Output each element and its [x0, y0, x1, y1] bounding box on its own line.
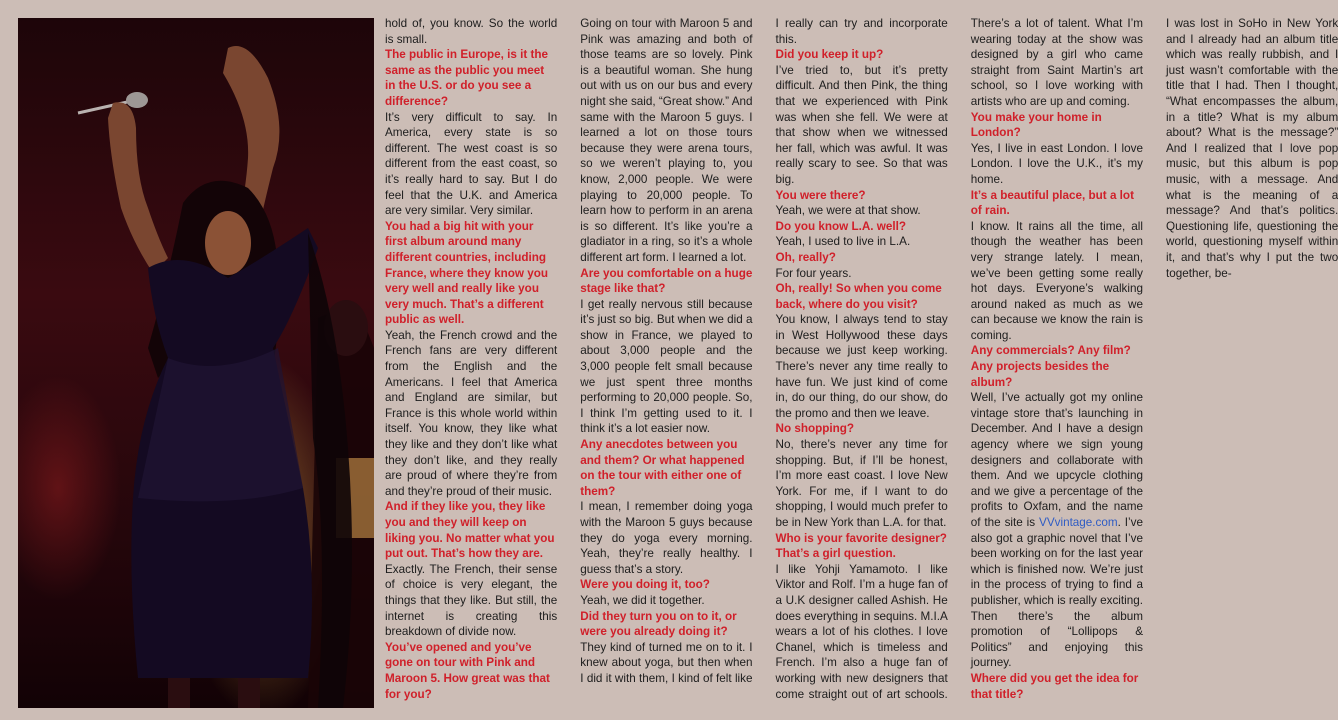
paragraph-text: Did you keep it up?: [775, 48, 884, 62]
question-paragraph: [971, 110, 1143, 141]
website-link[interactable]: VVvintage.com: [1039, 516, 1118, 529]
answer-paragraph: [580, 16, 752, 266]
paragraph-text: Did they turn you on to it, or were you already doing it?: [580, 609, 737, 639]
answer-paragraph: [580, 593, 752, 609]
paragraph-text: Any commercials? Any film? Any projects besides the album?: [970, 344, 1131, 389]
question-paragraph: [776, 188, 948, 204]
answer-paragraph: [580, 499, 752, 577]
paragraph-text: Are you comfortable on a huge stage like that?: [580, 266, 753, 296]
paragraph-text: I mean, I remember doing yoga with the Maroon 5 guys because they do yoga every morning. Yeah, they’re really healthy. I guess that’s a story.: [580, 500, 753, 576]
paragraph-text: The public in Europe, is it the same as the public you meet in the U.S. or do you see a difference?: [385, 48, 548, 108]
answer-paragraph: [776, 437, 948, 531]
question-paragraph: [580, 577, 752, 593]
question-paragraph: [385, 47, 557, 109]
question-paragraph: [971, 343, 1143, 390]
answer-paragraph: [776, 266, 948, 282]
paragraph-text: Oh, really! So when you come back, where do you visit?: [775, 282, 942, 311]
answer-paragraph: [580, 297, 752, 437]
paragraph-text: Oh, really?: [775, 250, 836, 264]
paragraph-text: Yes, I live in east London. I love London. I love the U.K., it’s my home.: [970, 141, 1143, 186]
performer-illustration: [18, 18, 374, 708]
paragraph-text: I was lost in SoHo in New York and I already had an album title which was really rubbish, and I just wasn’t comfortable with the title that I had. Then I thought, “What encompasses the album, in a title? What is my album about? What is the message?” And I realized that I love pop music, but this album is pop music, with a message. And what is the meaning of a message? And that’s politics. Questioning life, questioning the world, questioning myself within it, and that’s why I put the two together, be-: [1166, 17, 1338, 280]
paragraph-text: I get really nervous still because it’s just so big. But when we did a show in France, we played to about 3,000 people and the 3,000 people felt small because we just spent three months performing to 20,000 people. So, I think I’m getting used to it. I think it’s a lot easier now.: [580, 297, 753, 436]
paragraph-text: hold of, you know. So the world is small.: [385, 17, 558, 46]
question-paragraph: [971, 188, 1143, 219]
paragraph-text: I like Yohji Yamamoto. I like Viktor and Rolf. I’m a huge fan of a U.K designer called Ashish. He does everything in sequins. M.I.A wears a lot of his clothes. I love Chanel, which is timeless and French. I’m also a huge fan of working with new designers that come straight out of art schools. There’s a lot of talent. What I’m wearing today at the show was designed by a girl who came straight from Saint Martin’s art school, so I love working with artists who are up and coming.: [775, 17, 1143, 701]
answer-paragraph: [1166, 16, 1338, 281]
paragraph-text: It’s very difficult to say. In America, every state is so different. The west coast is so different from the east coast, so it’s really hard to say. But I do feel that the U.K. and America are very similar. Very similar.: [385, 110, 558, 218]
paragraph-text: I’ve tried to, but it’s pretty difficult. And then Pink, the thing that we experienced with Pink was when she fell. We were at that show when we witnessed her fall, which was awful. It was really scary to see. So that was big.: [775, 63, 948, 186]
answer-paragraph: [971, 141, 1143, 188]
paragraph-text: Any anecdotes between you and them? Or what happened on the tour with either one of them?: [580, 438, 745, 498]
question-paragraph: [385, 219, 557, 328]
paragraph-text: It’s a beautiful place, but a lot of rain.: [970, 188, 1134, 218]
question-paragraph: [776, 219, 948, 235]
paragraph-text: And if they like you, they like you and they will keep on liking you. No matter what you put out. That’s how they are.: [385, 500, 555, 561]
answer-paragraph: [971, 390, 1143, 671]
paragraph-text: You’ve opened and you’ve gone on tour with Pink and Maroon 5. How great was that for you?: [385, 640, 550, 701]
question-paragraph: [580, 437, 752, 499]
paragraph-text: Where did you get the idea for that title?: [970, 671, 1139, 701]
question-paragraph: [580, 609, 752, 640]
answer-paragraph: [776, 234, 948, 250]
answer-paragraph: [776, 312, 948, 421]
answer-paragraph: [385, 16, 557, 47]
paragraph-text: No, there’s never any time for shopping. But, if I’ll be honest, I’m more east coast. I love New York. For me, if I want to do shopping, I would much prefer to be in New York than L.A. for that.: [775, 438, 948, 529]
paragraph-text: You make your home in London?: [970, 110, 1102, 140]
paragraph-text: Going on tour with Maroon 5 and Pink was amazing and both of those teams are so lovely. Pink is a beautiful woman. She hung out with us on our bus and every night she said, “Great show.” And same with the Maroon 5 guys. I learned a lot on those tours because they were arena tours, so we weren’t playing to, you know, 2,000 people. We were playing to 20,000 people. To learn how to perform in an arena is so different. It’s like you’re a gladiator in a ring, so it’s a whole different art form. I learned a lot.: [580, 17, 753, 264]
paragraph-text: They kind of turned me on to it. I knew about yoga, but then when I did it with them, I kind of felt like I really can try and incorporate this.: [580, 17, 948, 685]
paragraph-text: For four years.: [775, 266, 852, 280]
paragraph-text: Exactly. The French, their sense of choice is very elegant, the things that they like. But still, the internet is creating this breakdown of divide now.: [385, 562, 558, 639]
paragraph-text: You had a big hit with your first album around many different countries, including France, where they know you very well and really like you very much. That’s a different public as well.: [385, 219, 549, 327]
paragraph-text: Do you know L.A. well?: [775, 219, 907, 233]
question-paragraph: [776, 47, 948, 63]
paragraph-text: Yeah, the French crowd and the French fans are very different from the English and the Americans. I feel that America and England are similar, but France is this whole world within itself. You know, they like what they like and they don’t like what they don’t like, and they really are proud of where they’re from and they’re proud of their music.: [385, 328, 558, 498]
paragraph-text: No shopping?: [775, 422, 855, 436]
answer-paragraph: [385, 328, 557, 500]
question-paragraph: [385, 640, 557, 702]
paragraph-text: You know, I always tend to stay in West Hollywood these days because we just keep working. There’s never any time really to have fun. We just kind of come in, do our thing, do our show, do the promo and then we leave.: [775, 313, 948, 420]
answer-paragraph: [971, 219, 1143, 344]
answer-paragraph: [776, 203, 948, 219]
performer-photo: [18, 18, 374, 708]
question-paragraph: [776, 531, 948, 562]
question-paragraph: [776, 250, 948, 266]
paragraph-text: Were you doing it, too?: [580, 578, 710, 592]
paragraph-text: Yeah, we were at that show.: [775, 204, 921, 218]
paragraph-text: Yeah, we did it together.: [580, 593, 705, 607]
paragraph-text: . I’ve also got a graphic novel that I’ve been working on for the last year which is finished now. We’re just in the process of trying to find a publisher, which is really exciting. Then there’s the album promotion of “Lollipops & Politics” and enjoying this journey.: [970, 516, 1143, 670]
question-paragraph: [385, 499, 557, 561]
question-paragraph: [776, 281, 948, 312]
paragraph-text: I know. It rains all the time, all though the weather has been very strange lately. I mean, we’ve been getting some really hot days. Everyone’s walking around naked as much as we can because we know the rain is coming.: [970, 219, 1143, 342]
paragraph-text: Well, I’ve actually got my online vintage store that’s launching in December. And I have a design agency where we sign young designers and collaborate with them. And we upcycle clothing and we give a percentage of the profits to Oxfam, and the name of the site is: [970, 391, 1143, 529]
question-paragraph: [580, 266, 752, 297]
paragraph-text: Who is your favorite designer? That’s a girl question.: [775, 531, 947, 561]
answer-paragraph: [385, 110, 557, 219]
answer-paragraph: [776, 63, 948, 188]
paragraph-text: You were there?: [775, 188, 866, 202]
question-paragraph: [971, 671, 1143, 702]
answer-paragraph: [385, 562, 557, 640]
question-paragraph: [776, 421, 948, 437]
interview-text: [385, 16, 1338, 716]
paragraph-text: Yeah, I used to live in L.A.: [775, 235, 911, 249]
